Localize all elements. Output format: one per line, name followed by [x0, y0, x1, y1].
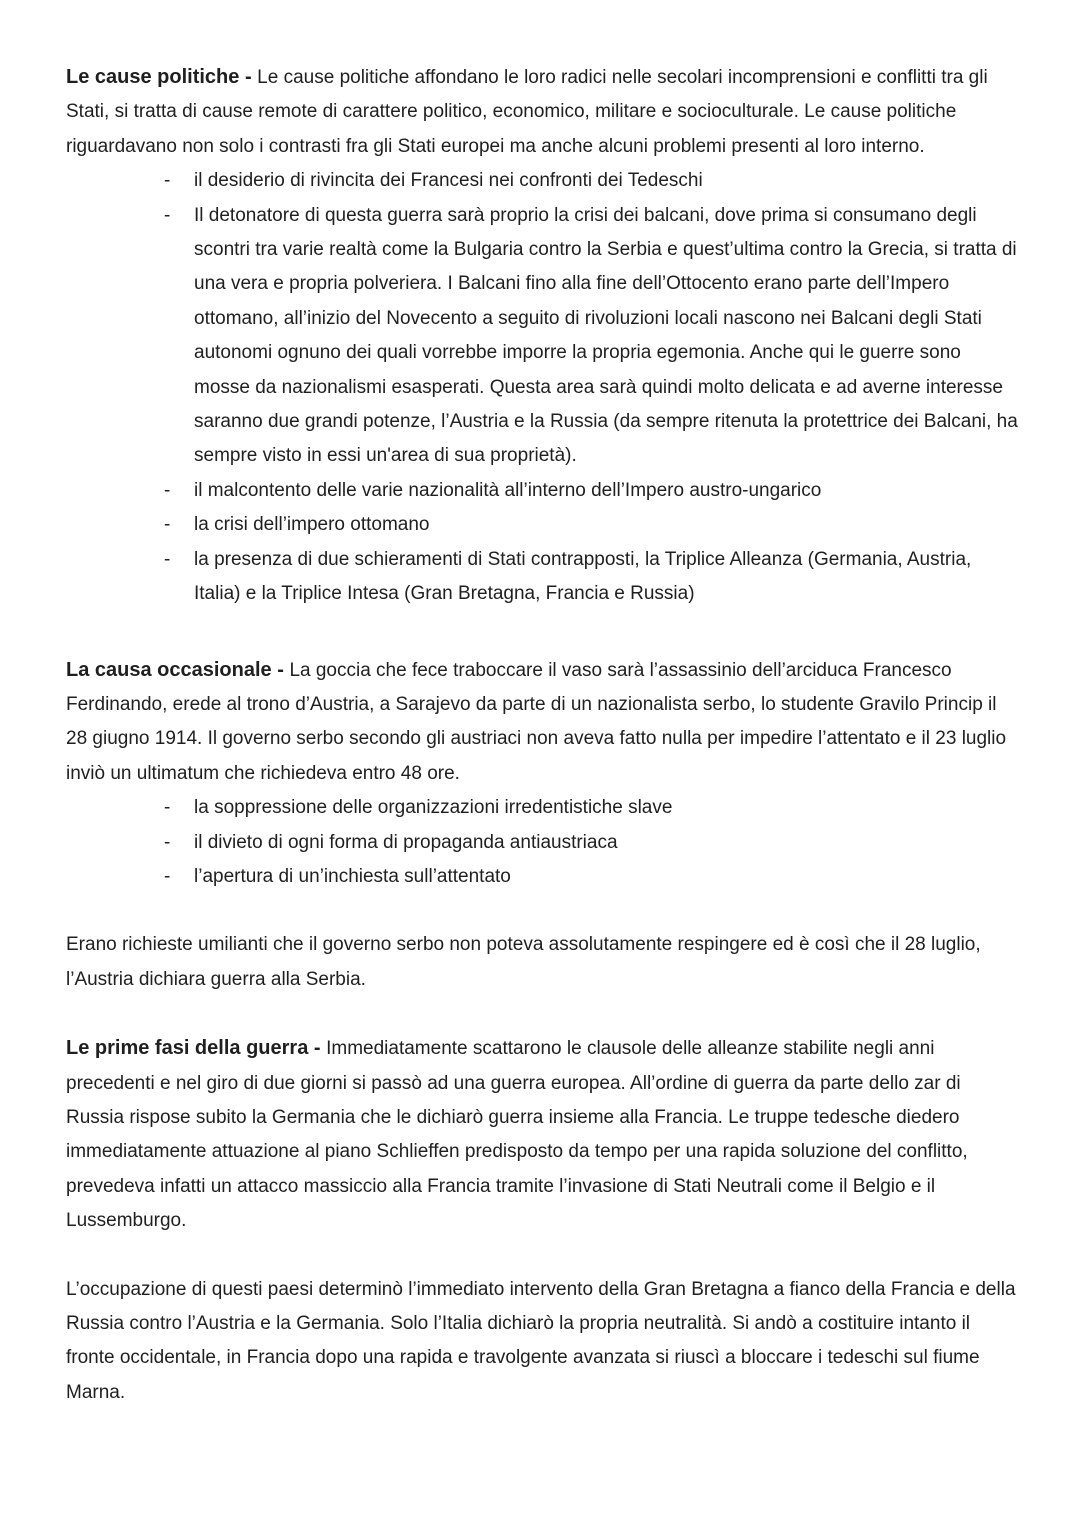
paragraph-occupazione: L’occupazione di questi paesi determinò l’immediato intervento della Gran Bretagna a fianco della Francia e della Russia contro l’Austria e la Germania. Solo l’Italia dichiarò la propria neutralità. Si andò a costituire intanto il fronte occidentale, in Francia dopo una rapida e travolgente avanzata si riuscì a bloccare i tedeschi sul fiume Marna. [66, 1278, 1016, 1403]
section-text-causa-occasionale: La goccia che fece traboccare il vaso sarà l’assassinio dell’arciduca Francesco Ferdinando, erede al trono d’Austria, a Sarajevo da parte di un nazionalista serbo, lo studente Gravilo Princip il 28 giugno 1914. Il governo serbo secondo gli austriaci non aveva fatto nulla per impedire l’attentato e il 23 luglio inviò un ultimatum che richiedeva entro 48 ore. [66, 659, 1007, 784]
list-item [164, 791, 1021, 825]
paragraph-dichiarazione-guerra: Erano richieste umilianti che il governo serbo non poteva assolutamente respingere ed è così che il 28 luglio, l’Austria dichiara guerra alla Serbia. [66, 934, 981, 990]
list-item-text: il desiderio di rivincita dei Francesi nei confronti dei Tedeschi [194, 170, 703, 192]
spacer [66, 612, 1021, 653]
dash-icon: - [164, 797, 171, 819]
section-causa-occasionale [66, 653, 1021, 792]
section-text-cause-politiche: Le cause politiche affondano le loro radici nelle secolari incomprensioni e conflitti tra gli Stati, si tratta di cause remote di carattere politico, economico, militare e socioculturale. Le cause politiche riguardavano non solo i contrasti fra gli Stati europei ma anche alcuni problemi presenti al loro interno. [66, 67, 988, 157]
spacer [66, 894, 1021, 928]
dash-icon: - [164, 831, 171, 853]
list-item [164, 543, 1021, 612]
spacer [66, 1239, 1021, 1273]
dash-icon: - [164, 548, 171, 570]
dash-icon: - [164, 170, 171, 192]
bullet-list-causa-occasionale [66, 791, 1021, 894]
list-item [164, 860, 1021, 894]
list-item [164, 826, 1021, 860]
section-cause-politiche [66, 60, 1021, 164]
list-item [164, 508, 1021, 542]
dash-icon: - [164, 479, 171, 501]
list-item [164, 164, 1021, 198]
list-item-text: la presenza di due schieramenti di Stati contrapposti, la Triplice Alleanza (Germania, Austria, Italia) e la Triplice Intesa (Gran Bretagna, Francia e Russia) [194, 548, 972, 605]
list-item-text: la soppressione delle organizzazioni irredentistiche slave [194, 797, 673, 819]
dash-icon: - [164, 514, 171, 536]
section-text-prime-fasi: Immediatamente scattarono le clausole delle alleanze stabilite negli anni precedenti e nel giro di due giorni si passò ad una guerra europea. All’ordine di guerra da parte dello zar di Russia rispose subito la Germania che le dichiarò guerra insieme alla Francia. Le truppe tedesche diedero immediatamente attuazione al piano Schlieffen predisposto da tempo per una rapida soluzione del conflitto, prevedeva infatti un attacco massiccio alla Francia tramite l’invasione di Stati Neutrali come il Belgio e il Lussemburgo. [66, 1038, 968, 1232]
spacer [66, 997, 1021, 1031]
section-prime-fasi [66, 1031, 1021, 1238]
dash-icon: - [164, 204, 171, 226]
list-item-text: l’apertura di un’inchiesta sull’attentato [194, 865, 511, 887]
document-page [66, 60, 1021, 1410]
list-item-text: il malcontento delle varie nazionalità all’interno dell’Impero austro-ungarico [194, 479, 822, 501]
list-item-text: Il detonatore di questa guerra sarà proprio la crisi dei balcani, dove prima si consumano degli scontri tra varie realtà come la Bulgaria contro la Serbia e quest’ultima contro la Grecia, si tratta di una vera e propria polveriera. I Balcani fino alla fine dell’Ottocento erano parte dell’Impero ottomano, all’inizio del Novecento a seguito di rivoluzioni locali nascono nei Balcani degli Stati autonomi ognuno dei quali vorrebbe imporre la propria egemonia. Anche qui le guerre sono mosse da nazionalismi esasperati. Questa area sarà quindi molto delicata e ad averne interesse saranno due grandi potenze, l’Austria e la Russia (da sempre ritenuta la protettrice dei Balcani, ha sempre visto in essi un'area di sua proprietà). [194, 204, 1018, 467]
section-heading-prime-fasi: Le prime fasi della guerra - [66, 1037, 327, 1060]
dash-icon: - [164, 865, 171, 887]
section-heading-cause-politiche: Le cause politiche - [66, 66, 258, 88]
list-item [164, 199, 1021, 474]
section-heading-causa-occasionale: La causa occasionale - [66, 658, 290, 681]
bullet-list-cause-politiche [66, 164, 1021, 611]
list-item-text: la crisi dell’impero ottomano [194, 514, 430, 536]
list-item [164, 474, 1021, 508]
list-item-text: il divieto di ogni forma di propaganda antiaustriaca [194, 831, 618, 853]
